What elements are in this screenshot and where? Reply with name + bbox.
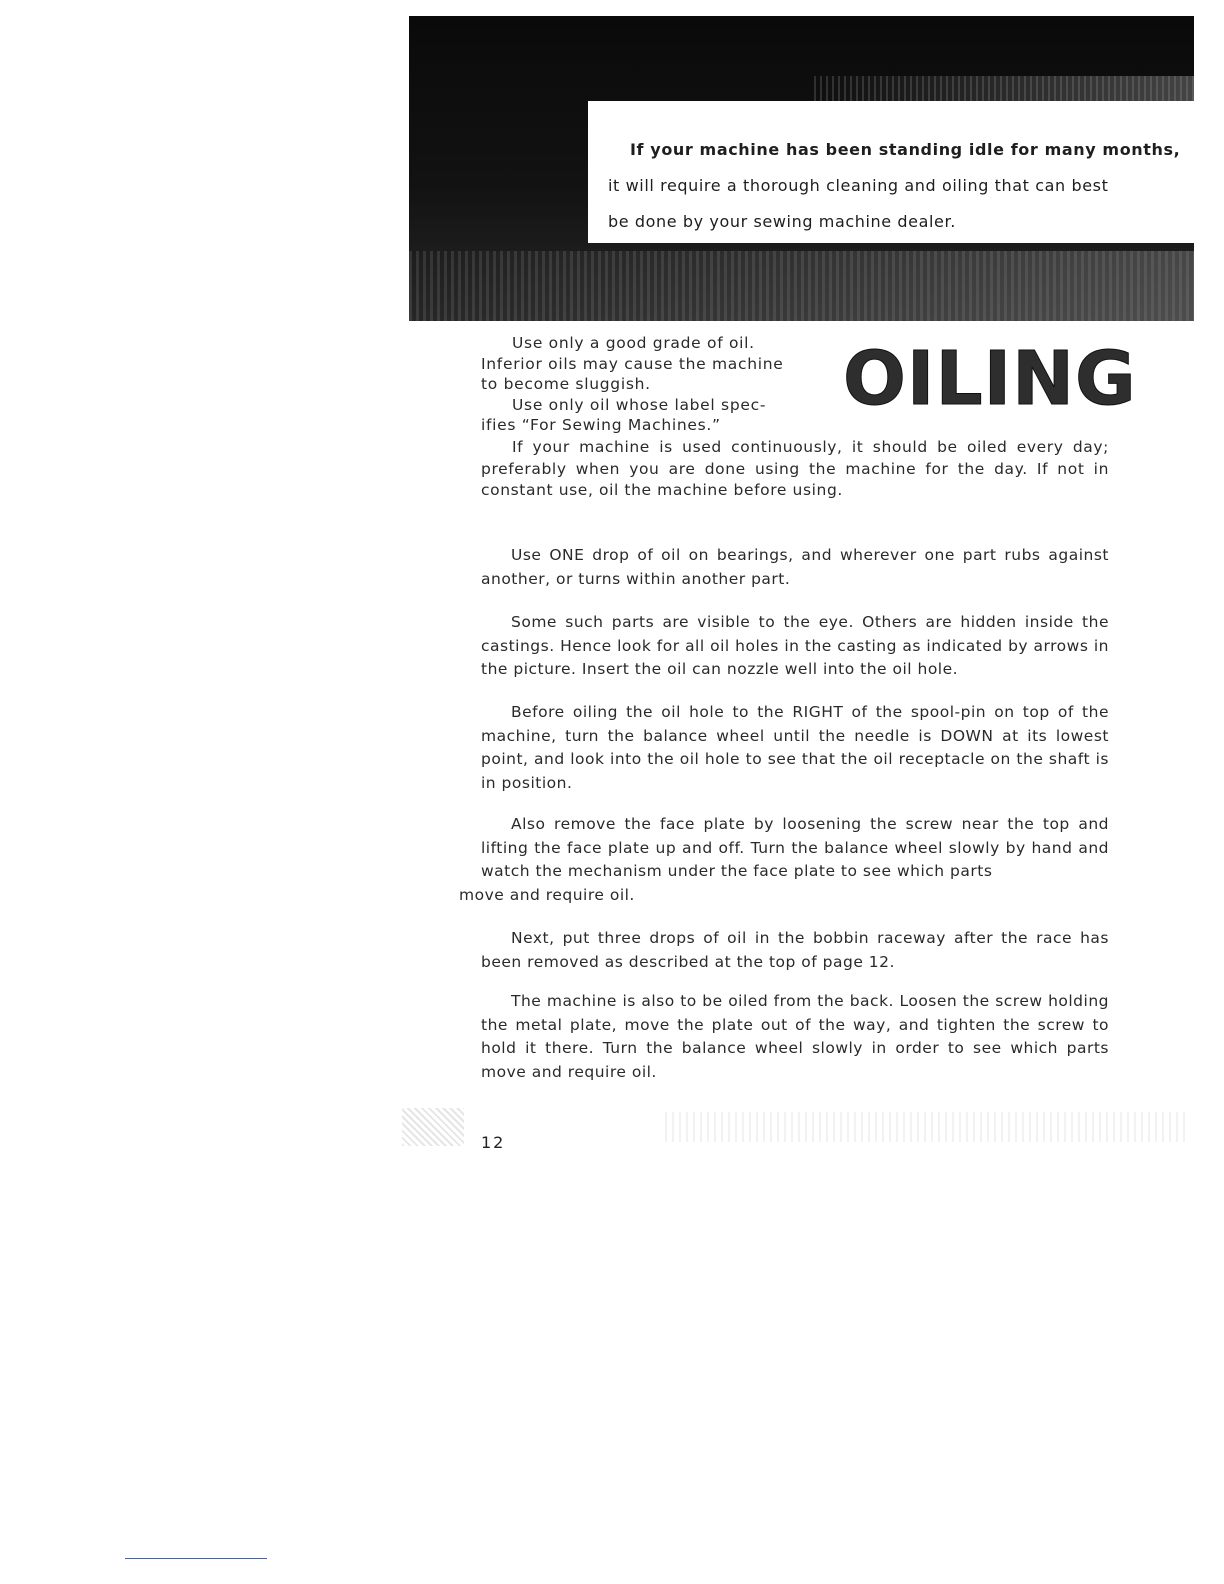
- paragraph-bobbin-raceway: [481, 927, 1109, 974]
- scan-artifact: [665, 1112, 1185, 1142]
- paragraph-back-plate: [481, 990, 1109, 1084]
- intro-line-3: to become sluggish.: [481, 375, 651, 393]
- paragraph-text: Before oiling the oil hole to the RIGHT of the spool-pin on top of the machine, turn the balance wheel until the needle is DOWN at its lowest point, and look into the oil hole to see that the oil receptacle on the shaft is in position.: [481, 703, 1109, 792]
- paragraph-text: The machine is also to be oiled from the back. Loosen the screw holding the metal plate, move the plate out of the way, and tighten the screw to hold it there. Turn the balance wheel slowly in order to see which parts move and require oil.: [481, 992, 1109, 1081]
- oil-grade-intro: [481, 333, 811, 436]
- paragraph-text: Use ONE drop of oil on bearings, and wherever one part rubs against another, or turns within another part.: [481, 546, 1109, 588]
- paragraph-one-drop: [481, 544, 1109, 591]
- paragraph-text: Some such parts are visible to the eye. Others are hidden inside the castings. Hence look for all oil holes in the casting as indicated by arrows in the picture. Insert the oil can nozzle well into the oil hole.: [481, 613, 1109, 678]
- paragraph-text: Also remove the face plate by loosening the screw near the top and lifting the face plate up and off. Turn the balance wheel slowly by hand and watch the mechanism under the face plate to see which parts: [481, 815, 1109, 880]
- intro-line-5: ifies “For Sewing Machines.”: [481, 416, 721, 434]
- paragraph-spool-pin-hole: [481, 701, 1109, 795]
- paragraph-hidden-parts: [481, 611, 1109, 682]
- intro-line-4: Use only oil whose label spec-: [512, 395, 767, 414]
- idle-machine-notice: [588, 101, 1194, 243]
- section-title: OILING: [843, 336, 1137, 422]
- scan-artifact: [402, 1108, 464, 1146]
- notice-line-2: it will require a thorough cleaning and oiling that can best: [608, 176, 1109, 195]
- notice-line-1: If your machine has been standing idle for many months,: [630, 140, 1181, 159]
- paragraph-face-plate: [459, 813, 1109, 907]
- page-number: 12: [481, 1133, 506, 1152]
- notice-line-3: be done by your sewing machine dealer.: [608, 212, 956, 231]
- intro-line-2: Inferior oils may cause the machine: [481, 354, 784, 373]
- paragraph-text-tail: move and require oil.: [459, 885, 635, 904]
- intro-line-1: Use only a good grade of oil.: [512, 334, 755, 352]
- paragraph-text: Next, put three drops of oil in the bobbin raceway after the race has been removed as described at the top of page 12.: [481, 929, 1109, 971]
- oiling-frequency-paragraph: If your machine is used continuously, it should be oiled every day; preferably when you are done using the machine for the day. If not in constant use, oil the machine before using.: [481, 438, 1109, 499]
- footer-rule: [125, 1558, 267, 1559]
